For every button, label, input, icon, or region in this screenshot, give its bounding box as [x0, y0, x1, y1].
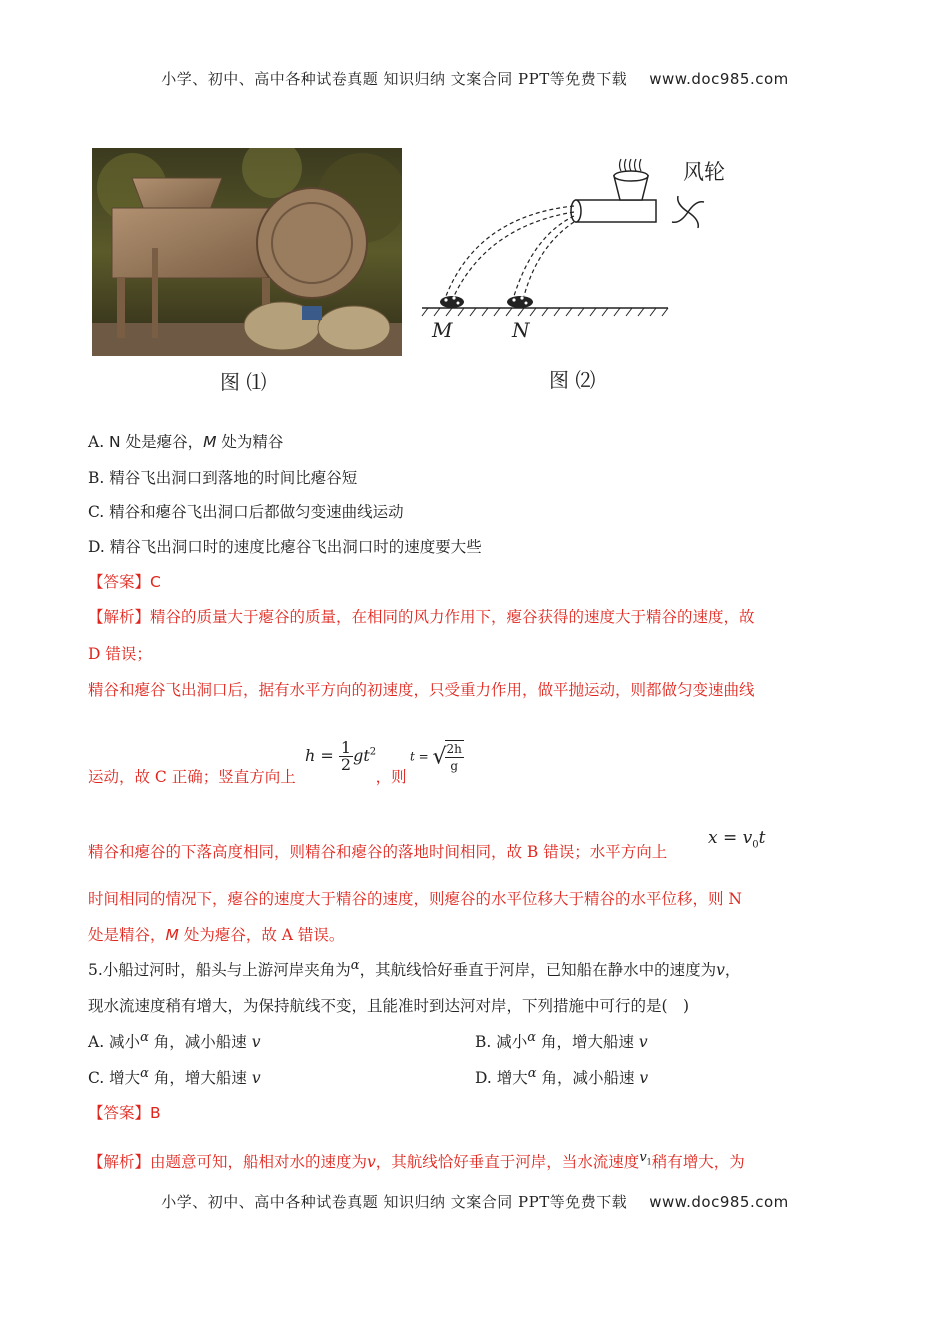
q5-stem-line-1: 5.小船过河时，船头与上游河岸夹角为$^\alpha$，其航线恰好垂直于河岸，已知船在静水中的速度为v， [88, 958, 741, 980]
q4-answer: 【答案】C [88, 573, 161, 591]
page-footer [0, 1191, 950, 1212]
formula-t: t = √ $\frac{2h}{g}$ [410, 742, 462, 773]
q4-analysis-line-3: 精谷和瘪谷飞出洞口后，据有水平方向的初速度，只受重力作用，做平抛运动，则都做匀变速曲线 [88, 681, 755, 699]
formula-h: h = $\frac{1}{2}$ $gt^2$ [305, 738, 377, 774]
q5-analysis: 【解析】由题意可知，船相对水的速度为v，其航线恰好垂直于河岸，当水流速度$^{v_1}$稍有增大，为 [88, 1150, 745, 1172]
q4-analysis-line-1: 【解析】精谷的质量大于瘪谷的质量，在相同的风力作用下，瘪谷获得的速度大于精谷的速度，故 [88, 608, 755, 626]
q4-analysis-line-4: 运动，故 C 正确；竖直方向上 ，则 [88, 768, 407, 786]
q5-option-a: A. 减小$^\alpha$ 角，减小船速 v [88, 1030, 261, 1052]
winnowing-machine-photo [92, 148, 402, 356]
q4-analysis-line-2: D 错误； [88, 645, 152, 663]
option-b: B. 精谷飞出洞口到落地的时间比瘪谷短 [88, 469, 358, 487]
q5-stem-line-2: 现水流速度稍有增大，为保持航线不变，且能准时到达河对岸，下列措施中可行的是( ) [88, 997, 690, 1015]
header-text: 小学、初中、高中各种试卷真题 知识归纳 文案合同 PPT等免费下载 [161, 70, 628, 88]
q5-option-d: D. 增大$^\alpha$ 角，减小船速 v [475, 1066, 649, 1088]
q4-analysis-line-6: 时间相同的情况下，瘪谷的速度大于精谷的速度，则瘪谷的水平位移大于精谷的水平位移，则 N [88, 890, 742, 908]
formula-x: $x = v_0t$ [708, 828, 766, 851]
footer-site: www.doc985.com [649, 1193, 789, 1211]
label-m: M [432, 318, 453, 342]
option-c: C. 精谷和瘪谷飞出洞口后都做匀变速曲线运动 [88, 503, 404, 521]
q4-analysis-line-5: 精谷和瘪谷的下落高度相同，则精谷和瘪谷的落地时间相同，故 B 错误；水平方向上 [88, 843, 668, 861]
footer-text: 小学、初中、高中各种试卷真题 知识归纳 文案合同 PPT等免费下载 [161, 1193, 628, 1211]
wind-wheel-label: 风轮 [683, 160, 725, 184]
q5-option-b: B. 减小$^\alpha$ 角，增大船速 v [475, 1030, 648, 1052]
option-d: D. 精谷飞出洞口时的速度比瘪谷飞出洞口时的速度要大些 [88, 538, 482, 556]
label-n: N [512, 318, 530, 342]
figure-1-caption: 图 ⑴ [220, 370, 267, 394]
header-site: www.doc985.com [649, 70, 789, 88]
q5-answer: 【答案】B [88, 1104, 161, 1122]
option-a: A. N 处是瘪谷，M 处为精谷 [88, 433, 284, 451]
page-header [0, 68, 950, 89]
q5-option-c: C. 增大$^\alpha$ 角，增大船速 v [88, 1066, 261, 1088]
q4-analysis-line-7: 处是精谷，M 处为瘪谷，故 A 错误。 [88, 926, 345, 944]
figure-2-caption: 图 ⑵ [549, 368, 596, 392]
